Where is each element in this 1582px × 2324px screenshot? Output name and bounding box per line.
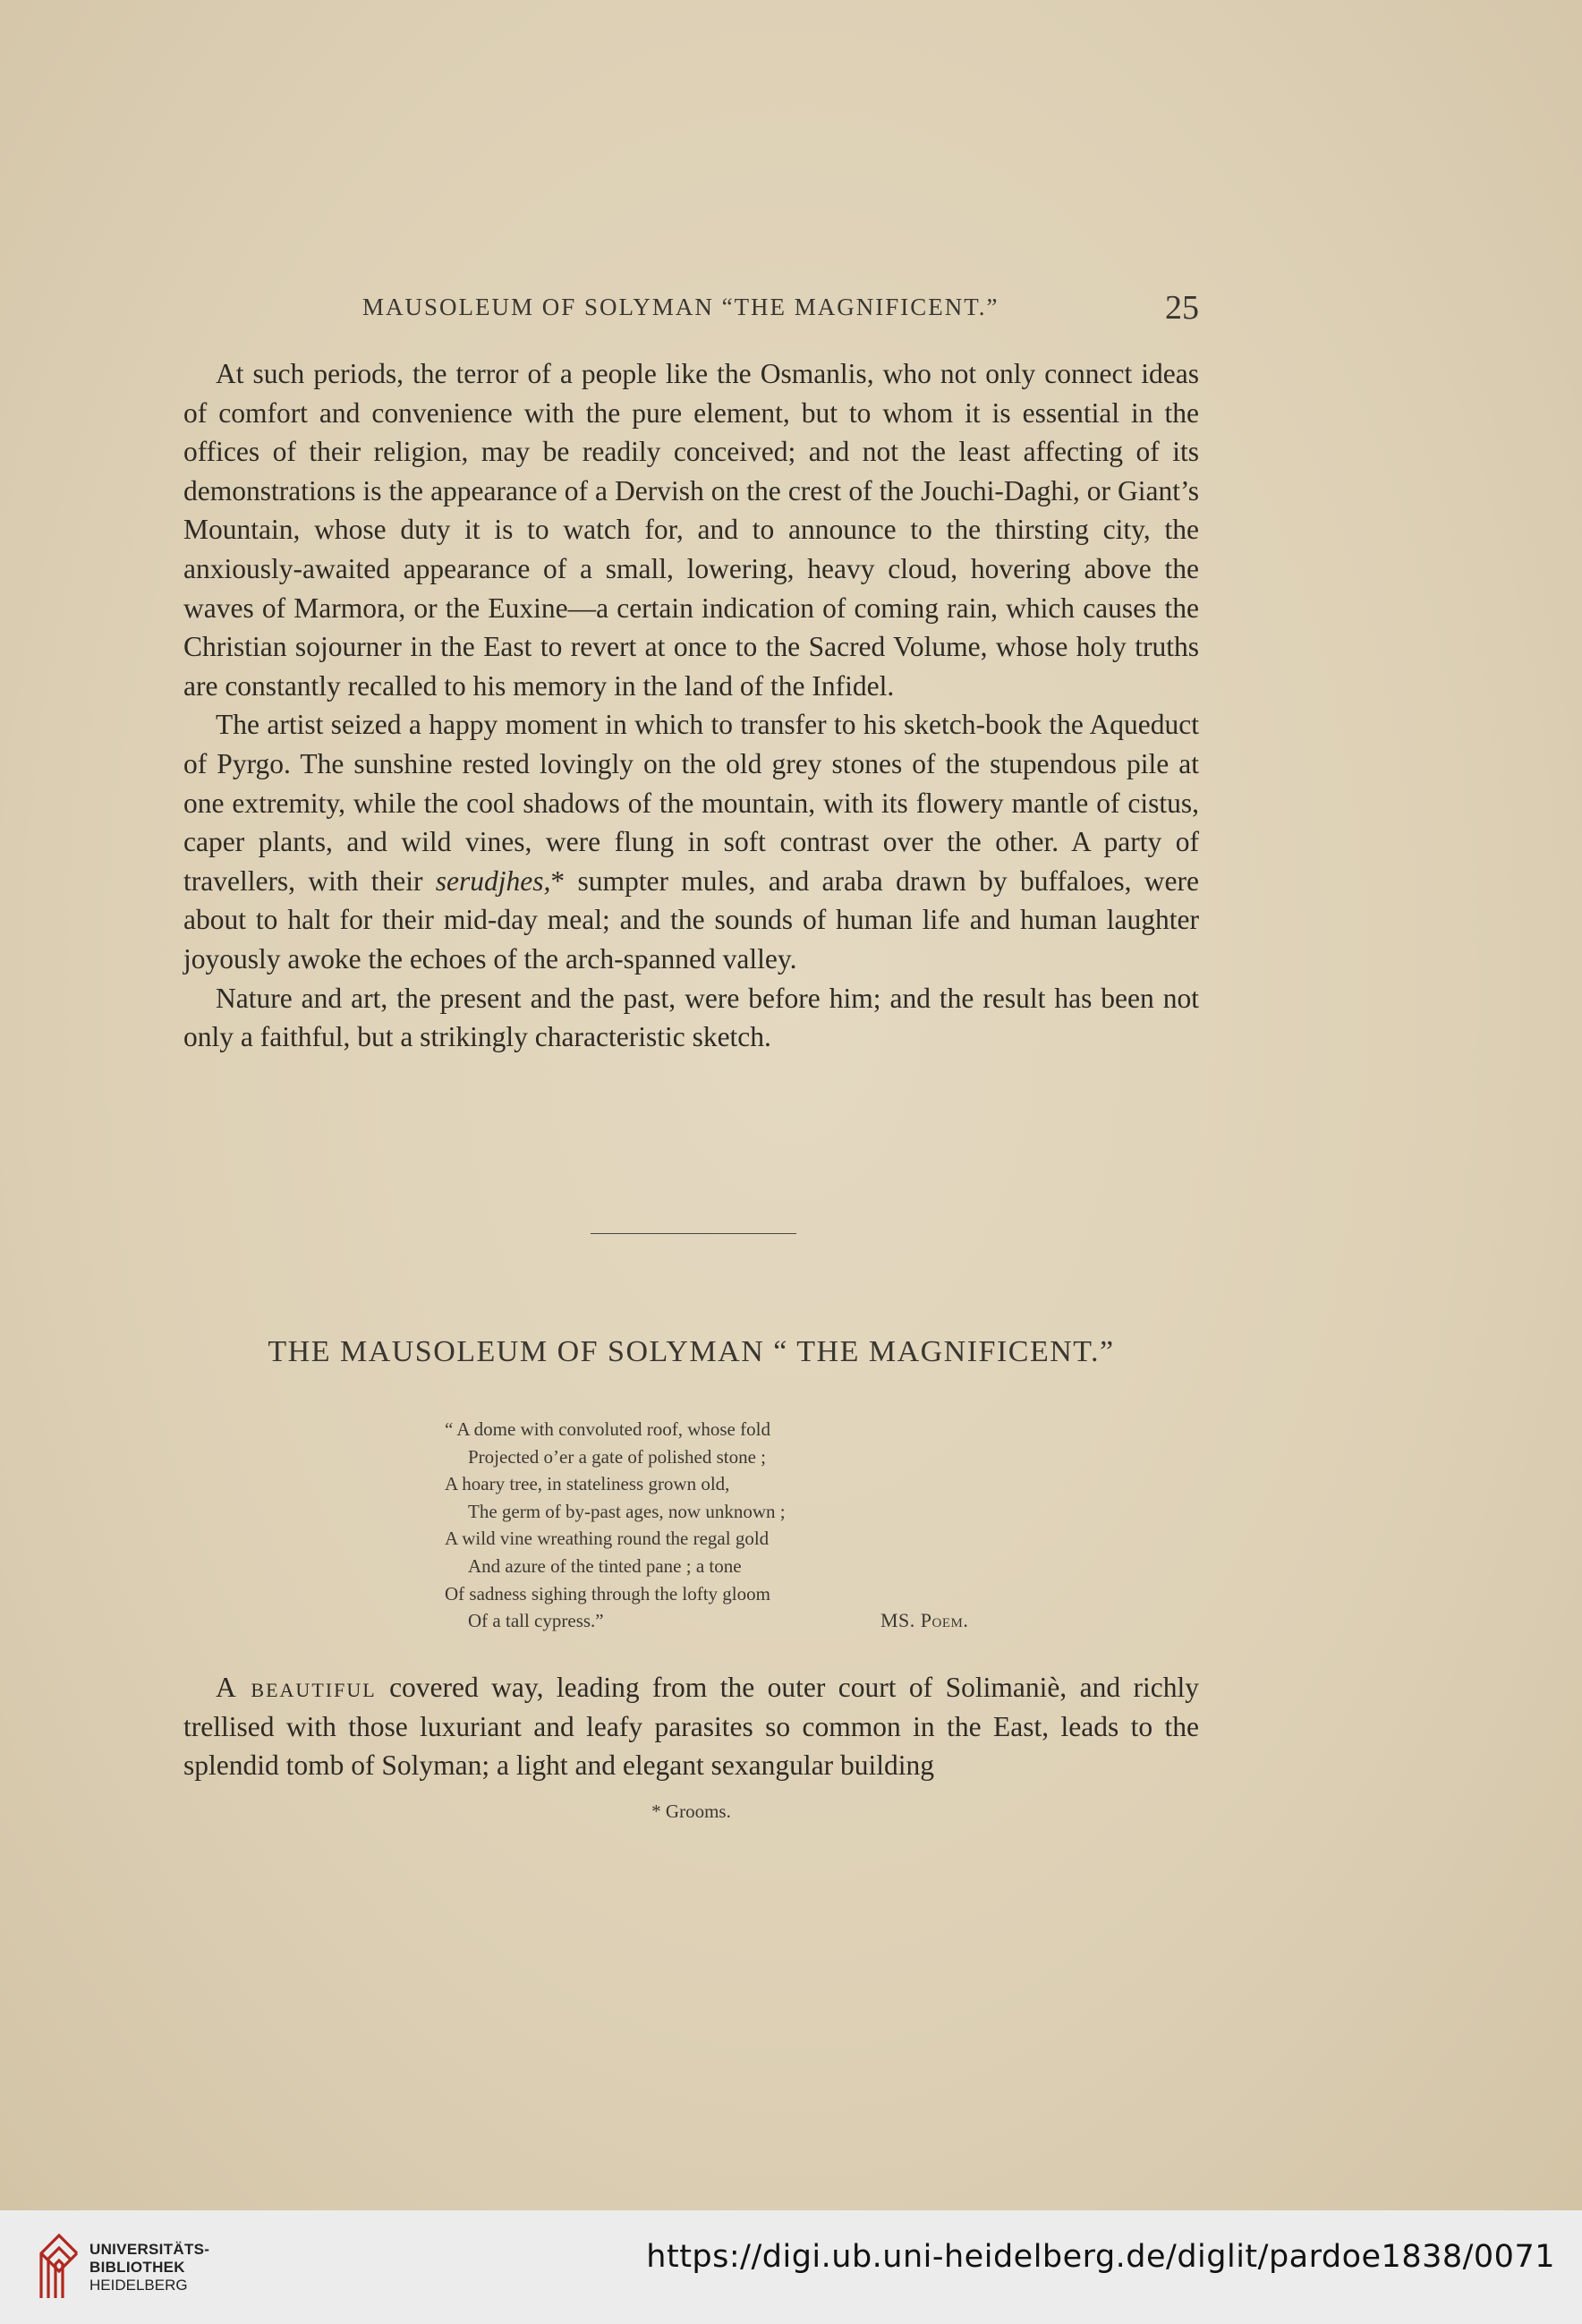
library-name-line3: HEIDELBERG: [89, 2277, 188, 2294]
poem-line: A hoary tree, in stateliness grown old,: [445, 1473, 730, 1495]
poem-line: “ A dome with convoluted roof, whose fold: [445, 1418, 770, 1440]
footnote: * Grooms.: [651, 1800, 731, 1822]
poem-line: And azure of the tinted pane ; a tone: [468, 1554, 742, 1577]
heidelberg-library-logo-icon[interactable]: [36, 2223, 82, 2304]
lead-smallcaps: A beautiful: [216, 1672, 377, 1703]
artist-text-start: The artist seized a happy moment in which to transfer to his sketch-book the Aqueduct of Pyrgo. The sunshine rested lovingly on the old grey stones of the stupendous pile at one extremity, while the cool shadows of the mountain, with its flowery mantle of cistus, caper plants, and wild vines, were flung in soft contrast over the other. A party of travellers, with their: [183, 709, 1199, 897]
paragraph-periods: At such periods, the terror of a people like the Osmanlis, who not only connect ideas of comfort and convenience with the pure element, but to whom it is essential in the offices of their religion, may be readily conceived; and not the least affecting of its demonstrations is the appearance of a Dervish on the crest of the Jouchi-Daghi, or Giant’s Mountain, whose duty it is to watch for, and to announce to the thirsting city, the anxiously-awaited appearance of a small, lowering, heavy cloud, hovering above the waves of Marmora, or the Euxine—a certain indication of coming rain, which causes the Christian sojourner in the East to revert at once to the Sacred Volume, whose holy truths are constantly recalled to his memory in the land of the Infidel.: [183, 358, 1199, 702]
artist-text-end: sumpter mules, and araba drawn by buffaloes, were about to halt for their mid-day meal; and the sounds of human life and human laughter joyously awoke the echoes of the arch-spanned valley.: [183, 864, 1199, 975]
italic-serudjhes: serudjhes,: [435, 864, 551, 897]
section-title: THE MAUSOLEUM OF SOLYMAN “ THE MAGNIFICENT.”: [268, 1335, 1115, 1368]
running-head: [183, 288, 1199, 328]
footnote-mark: *: [550, 864, 566, 897]
paragraph-beautiful: [183, 1668, 1199, 1785]
body-text-top: [183, 354, 1199, 1057]
paragraph-beautiful-text: covered way, leading from the outer court of Solimaniè, and richly trellised with those luxuriant and leafy parasites so common in the East, leads to the splendid tomb of Solyman; a light and elegant sexangular building: [183, 1672, 1199, 1782]
paragraph-nature: Nature and art, the present and the past, were before him; and the result has been not only a faithful, but a strikingly characteristic sketch.: [183, 982, 1199, 1053]
poem-line: Projected o’er a gate of polished stone ;: [468, 1445, 766, 1468]
body-text-bottom: [183, 1668, 1199, 1785]
library-name-line2: BIBLIOTHEK: [89, 2259, 185, 2276]
poem-attribution: MS. Poem.: [880, 1609, 969, 1632]
poem-line: A wild vine wreathing round the regal gold: [445, 1528, 770, 1550]
permalink-url[interactable]: https://digi.ub.uni-heidelberg.de/diglit/pardoe1838/0071: [646, 2239, 1555, 2275]
library-name-line1: UNIVERSITÄTS-: [89, 2241, 210, 2258]
epigraph-poem: [445, 1416, 1017, 1635]
paragraph-artist: [183, 705, 1199, 978]
poem-line: The germ of by-past ages, now unknown ;: [468, 1500, 786, 1522]
page-number: 25: [1165, 289, 1199, 327]
library-name: [89, 2241, 209, 2294]
poem-line-text: Of a tall cypress.”: [468, 1610, 604, 1632]
viewer-footer: [0, 2210, 1582, 2324]
poem-line-last: [445, 1607, 1017, 1635]
section-divider: [591, 1233, 796, 1234]
running-head-title: MAUSOLEUM OF SOLYMAN “THE MAGNIFICENT.”: [362, 294, 999, 320]
poem-line: Of sadness sighing through the lofty gloom: [445, 1582, 770, 1605]
